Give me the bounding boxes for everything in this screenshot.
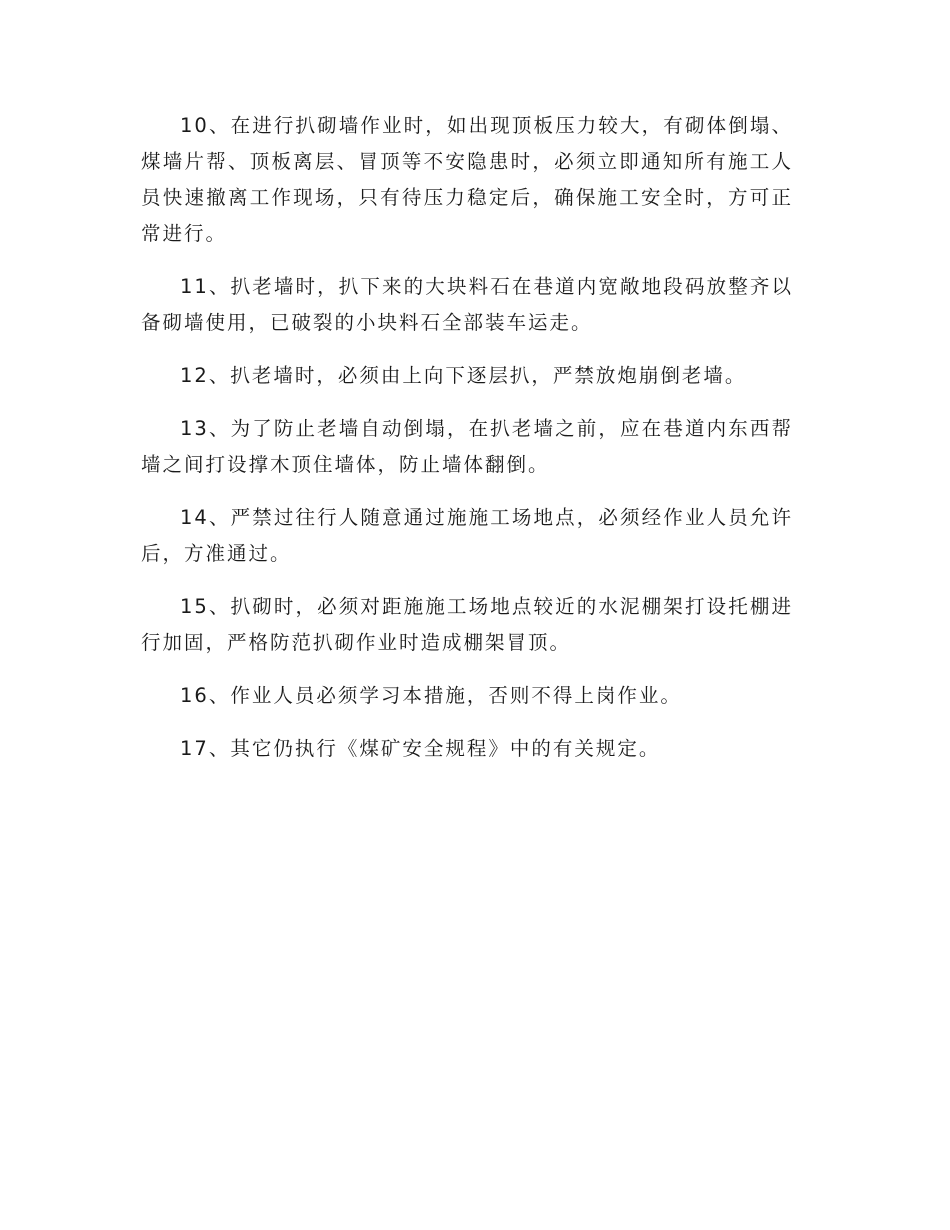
document-body — [141, 108, 793, 784]
paragraph-item-12: 12、扒老墙时，必须由上向下逐层扒，严禁放炮崩倒老墙。 — [180, 364, 747, 387]
paragraph-item-15: 15、扒砌时，必须对距施施工场地点较近的水泥棚架打设托棚进行加固，严格防范扒砌作业时造成棚架冒顶。 — [141, 595, 793, 654]
paragraph-item-14: 14、严禁过往行人随意通过施施工场地点，必须经作业人员允许后，方准通过。 — [141, 506, 793, 565]
paragraph-item-13: 13、为了防止老墙自动倒塌，在扒老墙之前，应在巷道内东西帮墙之间打设撑木顶住墙体，防止墙体翻倒。 — [141, 417, 793, 476]
paragraph-item-10: 10、在进行扒砌墙作业时，如出现顶板压力较大，有砌体倒塌、煤墙片帮、顶板离层、冒顶等不安隐患时，必须立即通知所有施工人员快速撤离工作现场，只有待压力稳定后，确保施工安全时，方可正常进行。 — [141, 114, 793, 245]
paragraph-item-17: 17、其它仍执行《煤矿安全规程》中的有关规定。 — [180, 737, 661, 760]
paragraph-item-11: 11、扒老墙时，扒下来的大块料石在巷道内宽敞地段码放整齐以备砌墙使用，已破裂的小块料石全部装车运走。 — [141, 275, 793, 334]
paragraph-item-16: 16、作业人员必须学习本措施，否则不得上岗作业。 — [180, 684, 682, 707]
